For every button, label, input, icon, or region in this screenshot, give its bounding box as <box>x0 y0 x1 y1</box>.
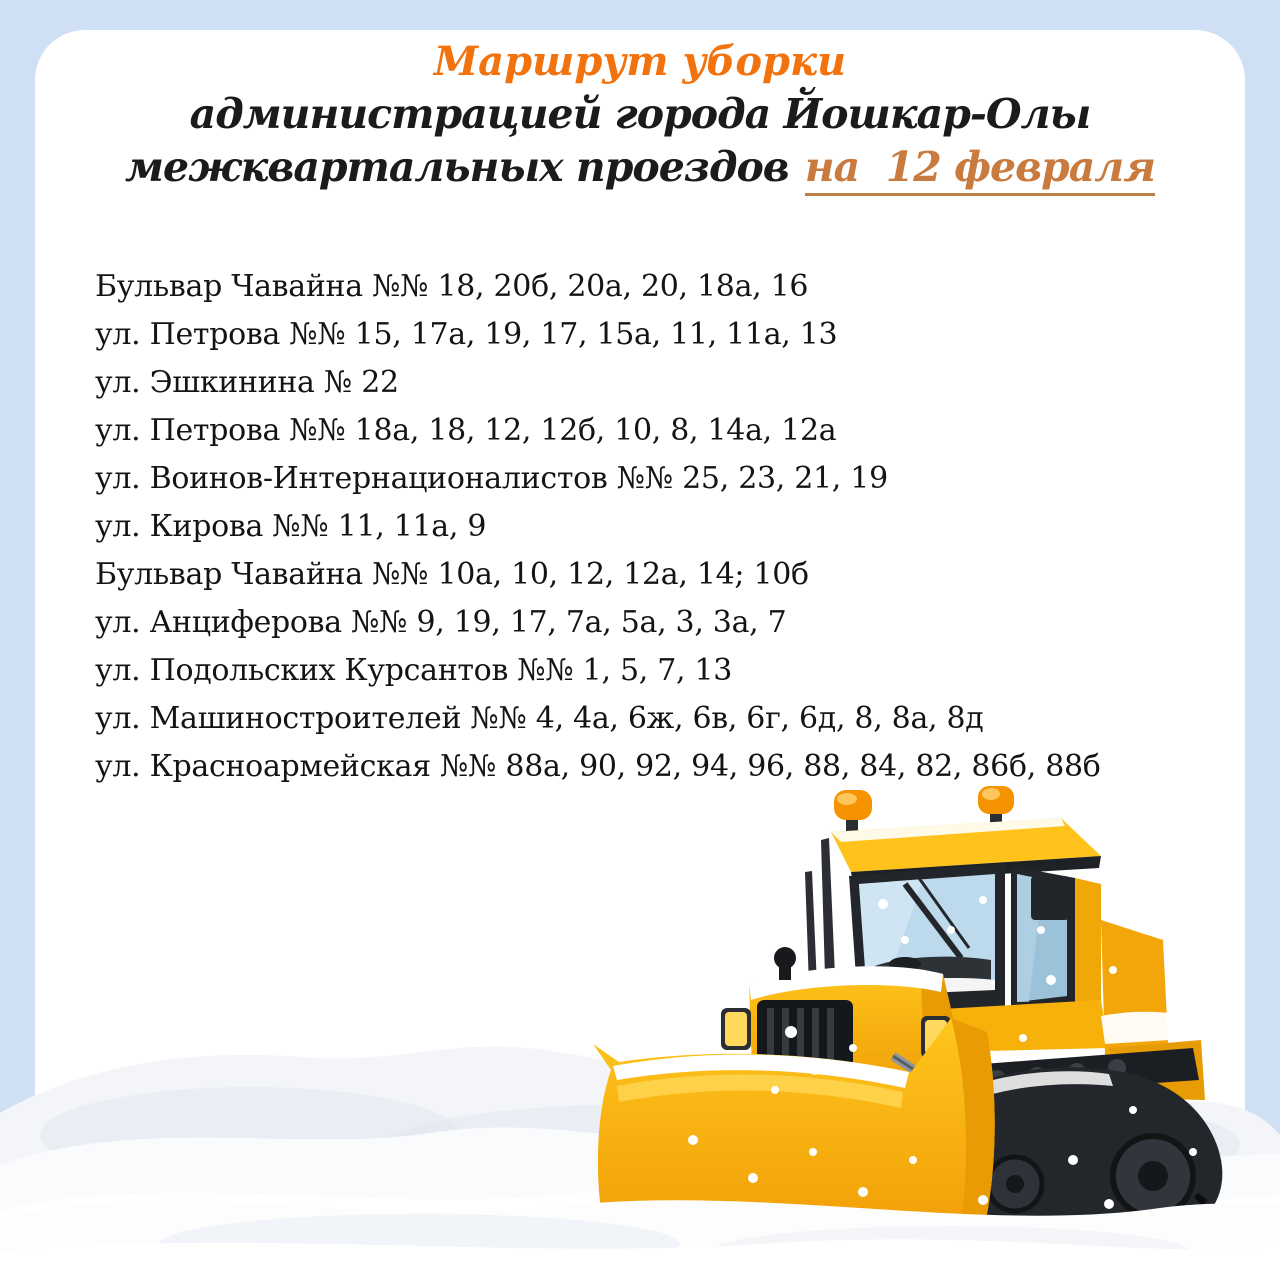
street-list-item: ул. Петрова №№ 18а, 18, 12, 12б, 10, 8, 14а, 12а <box>95 413 837 448</box>
street-list-item: ул. Воинов-Интернационалистов №№ 25, 23, 21, 19 <box>95 461 888 496</box>
title-line-3 <box>35 140 1245 194</box>
title-line-2: администрацией города Йошкар-Олы <box>189 90 1091 138</box>
street-list-item: ул. Подольских Курсантов №№ 1, 5, 7, 13 <box>95 653 733 688</box>
street-list-item: ул. Петрова №№ 15, 17а, 19, 17, 15а, 11, 11а, 13 <box>95 317 838 352</box>
street-list-item: Бульвар Чавайна №№ 18, 20б, 20а, 20, 18а, 16 <box>95 269 809 304</box>
title-line-3-text: межквартальных проездов <box>125 143 789 191</box>
street-list <box>95 263 1205 791</box>
title-date: на 12 февраля <box>805 143 1155 196</box>
poster-header <box>35 36 1245 194</box>
street-list-item: ул. Красноармейская №№ 88а, 90, 92, 94, 96, 88, 84, 82, 86б, 88б <box>95 749 1101 784</box>
street-list-item: ул. Машиностроителей №№ 4, 4а, 6ж, 6в, 6г, 6д, 8, 8а, 8д <box>95 701 984 736</box>
title-line-1: Маршрут уборки <box>433 38 847 85</box>
street-list-item: ул. Анциферова №№ 9, 19, 17, 7а, 5а, 3, 3а, 7 <box>95 605 787 640</box>
street-list-item: ул. Кирова №№ 11, 11а, 9 <box>95 509 487 544</box>
exhaust-pipes-icon <box>805 838 835 986</box>
snowdrift-foreground <box>0 1148 1280 1280</box>
street-list-item: Бульвар Чавайна №№ 10а, 10, 12, 12а, 14; 10б <box>95 557 809 592</box>
street-list-item: ул. Эшкинина № 22 <box>95 365 399 400</box>
